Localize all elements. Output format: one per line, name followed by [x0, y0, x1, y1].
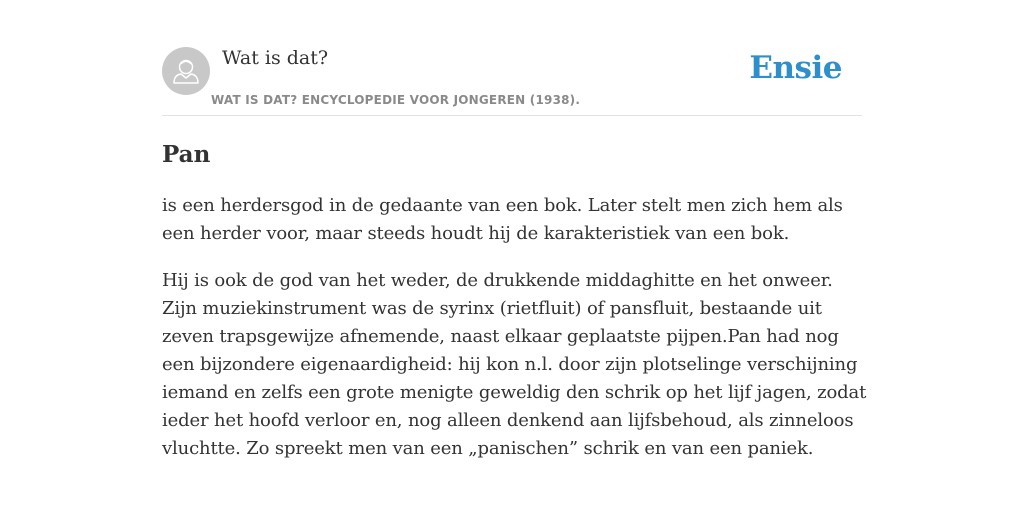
avatar[interactable]: [162, 47, 210, 95]
source-header: [162, 46, 862, 116]
entry-paragraph: is een herdersgod in de gedaante van een bok. Later stelt men zich hem als een herder voor, maar steeds houdt hij de karakteristiek van een bok.: [162, 195, 843, 244]
entry-body: [162, 192, 870, 482]
source-title[interactable]: Wat is dat?: [222, 47, 329, 69]
brand-logo[interactable]: Ensie: [749, 50, 842, 86]
source-subtitle[interactable]: WAT IS DAT? ENCYCLOPEDIE VOOR JONGEREN (1938).: [211, 93, 581, 107]
user-icon: [162, 47, 210, 95]
entry-headword: Pan: [162, 141, 211, 168]
entry-paragraph: Hij is ook de god van het weder, de drukkende middaghitte en het onweer. Zijn muziekinstrument was de syrinx (rietfluit) of pansfluit, bestaande uit zeven trapsgewijze afnemende, naast elkaar geplaatste pijpen.Pan had nog een bijzondere eigenaardigheid: hij kon n.l. door zijn plotselinge verschijning iemand en zelfs een grote menigte geweldig den schrik op het lijf jagen, zodat ieder het hoofd verloor en, nog alleen denkend aan lijfsbehoud, als zinneloos vluchtte. Zo spreekt men van een „panischen” schrik en van een paniek.: [162, 270, 867, 459]
